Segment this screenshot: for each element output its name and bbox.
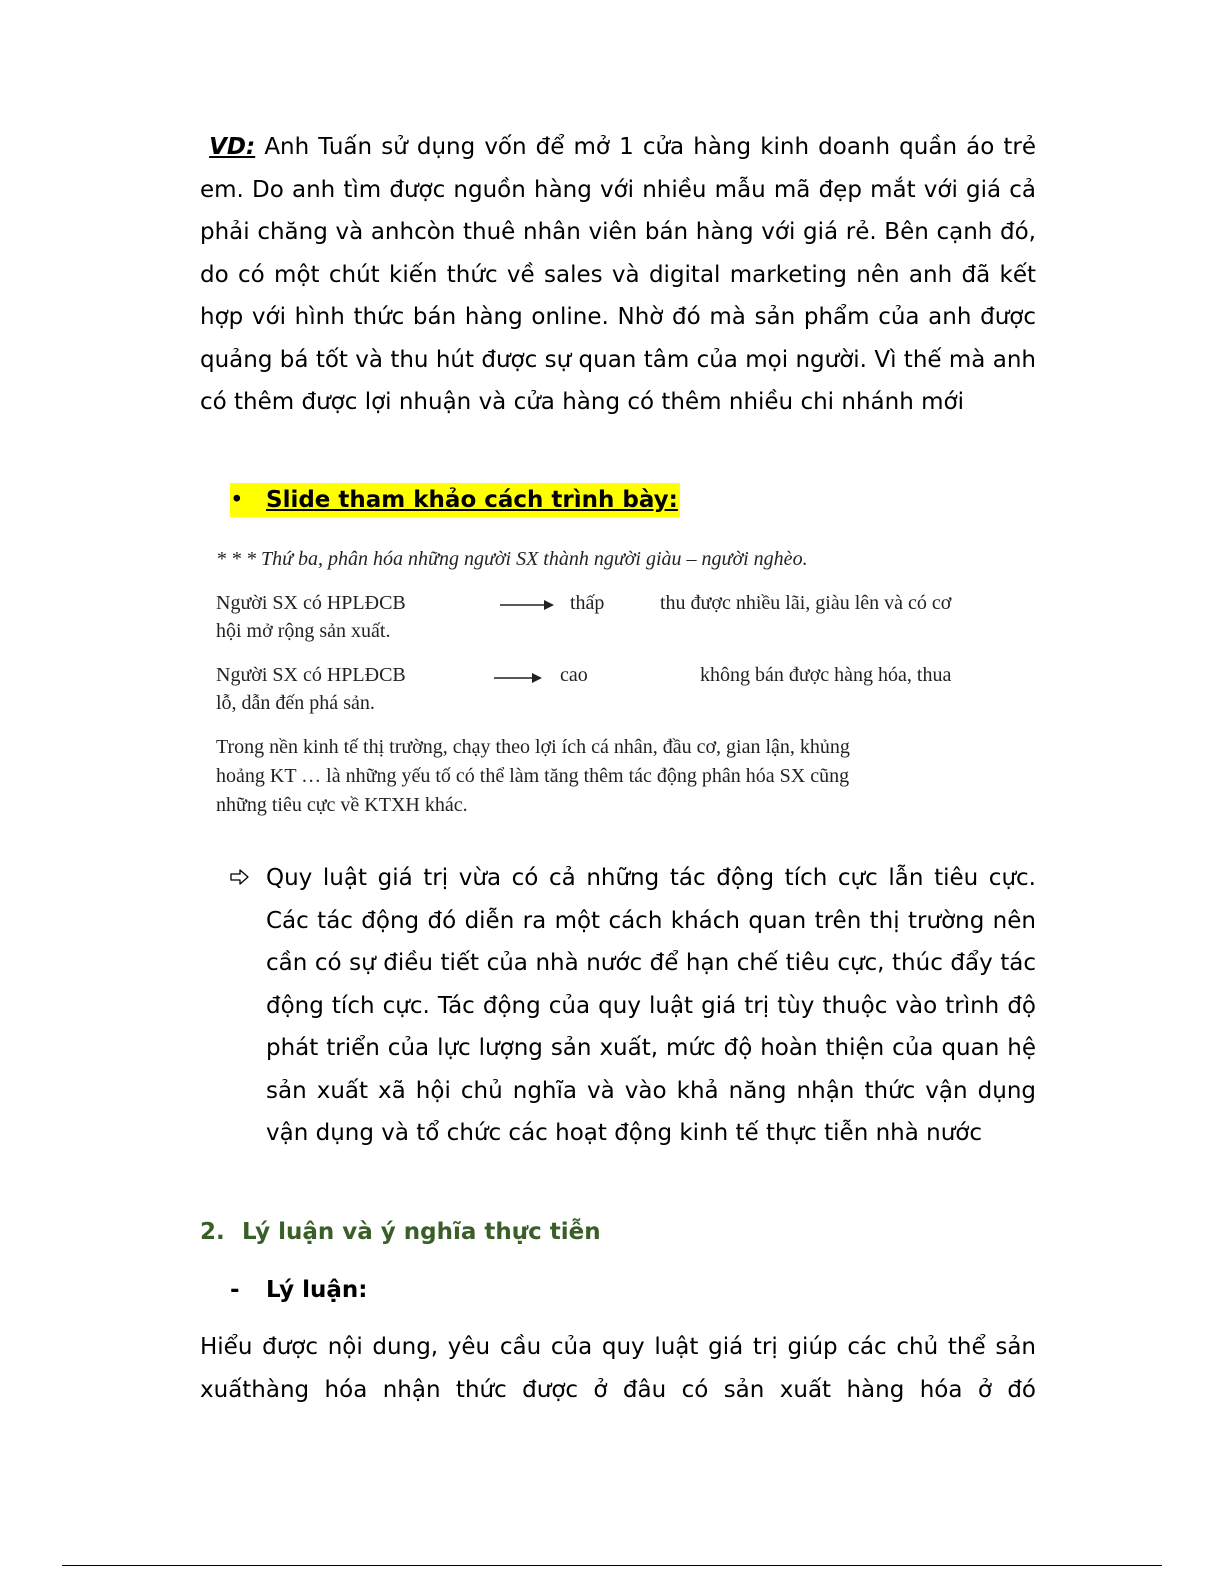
arrow-right-icon	[500, 598, 554, 612]
dash-bullet: -	[230, 1277, 240, 1303]
slide-para-line-1: Trong nền kinh tế thị trường, chạy theo lợi ích cá nhân, đầu cơ, gian lận, khủng	[216, 736, 850, 758]
slide-row1-mid: thấp	[570, 592, 605, 614]
slide-row2-right: không bán được hàng hóa, thua	[700, 664, 952, 686]
section-number: 2.	[200, 1219, 225, 1245]
theory-subheading	[230, 1270, 367, 1310]
theory-paragraph: Hiểu được nội dung, yêu cầu của quy luật giá trị giúp các chủ thể sản xuấthàng hóa nhận thức được ở đâu có sản xuất hàng hóa ở đó	[200, 1334, 1036, 1403]
slide-row2-mid: cao	[560, 664, 588, 686]
slide-row1-cont: hội mở rộng sản xuất.	[216, 620, 391, 642]
example-text: Anh Tuấn sử dụng vốn để mở 1 cửa hàng kinh doanh quần áo trẻ em. Do anh tìm được nguồn hàng với nhiều mẫu mã đẹp mắt với giá cả phải chăng và anhcòn thuê nhân viên bán hàng với giá rẻ. Bên cạnh đó, do có một chút kiến thức về sales và digital marketing nên anh đã kết hợp với hình thức bán hàng online. Nhờ đó mà sản phẩm của anh được quảng bá tốt và thu hút được sự quan tâm của mọi người. Vì thế mà anh có thêm được lợi nhuận và cửa hàng có thêm nhiều chi nhánh mới	[200, 134, 1037, 415]
example-paragraph	[200, 126, 1036, 424]
example-label: VD:	[209, 134, 256, 160]
arrow-right-icon	[494, 671, 542, 685]
slide-heading	[230, 483, 1036, 517]
bullet-icon: •	[230, 487, 244, 513]
slide-row2-left: Người SX có HPLĐCB	[216, 664, 406, 686]
section-2-heading	[200, 1212, 601, 1252]
theory-label: Lý luận:	[266, 1277, 368, 1303]
section-title: Lý luận và ý nghĩa thực tiễn	[242, 1219, 601, 1245]
slide-para-line-2: hoảng KT … là những yếu tố có thể làm tăng thêm tác động phân hóa SX cũng	[216, 765, 850, 787]
slide-heading-text: Slide tham khảo cách trình bày:	[266, 487, 678, 513]
conclusion-text: Quy luật giá trị vừa có cả những tác động tích cực lẫn tiêu cực. Các tác động đó diễn ra một cách khách quan trên thị trường nên cần có sự điều tiết của nhà nước để hạn chế tiêu cực, thúc đẩy tác động tích cực. Tác động của quy luật giá trị tùy thuộc vào trình độ phát triển của lực lượng sản xuất, mức độ hoàn thiện của quan hệ sản xuất xã hội chủ nghĩa và vào khả năng nhận thức vận dụng vận dụng và tổ chức các hoạt động kinh tế thực tiễn nhà nước	[266, 865, 1036, 1146]
page-bottom-divider	[62, 1565, 1162, 1566]
slide-para-line-3: những tiêu cực về KTXH khác.	[216, 794, 468, 816]
slide-line-1: * * * Thứ ba, phân hóa những người SX thành người giàu – người nghèo.	[216, 548, 808, 570]
slide-row2-cont: lỗ, dẫn đến phá sản.	[216, 692, 375, 714]
conclusion-item	[230, 857, 1036, 1155]
slide-heading-highlight	[230, 483, 680, 517]
slide-row1-right: thu được nhiều lãi, giàu lên và có cơ	[660, 592, 952, 614]
reference-slide-image	[216, 544, 1016, 826]
slide-row1-left: Người SX có HPLĐCB	[216, 592, 406, 614]
outline-arrow-bullet-icon	[230, 857, 266, 889]
